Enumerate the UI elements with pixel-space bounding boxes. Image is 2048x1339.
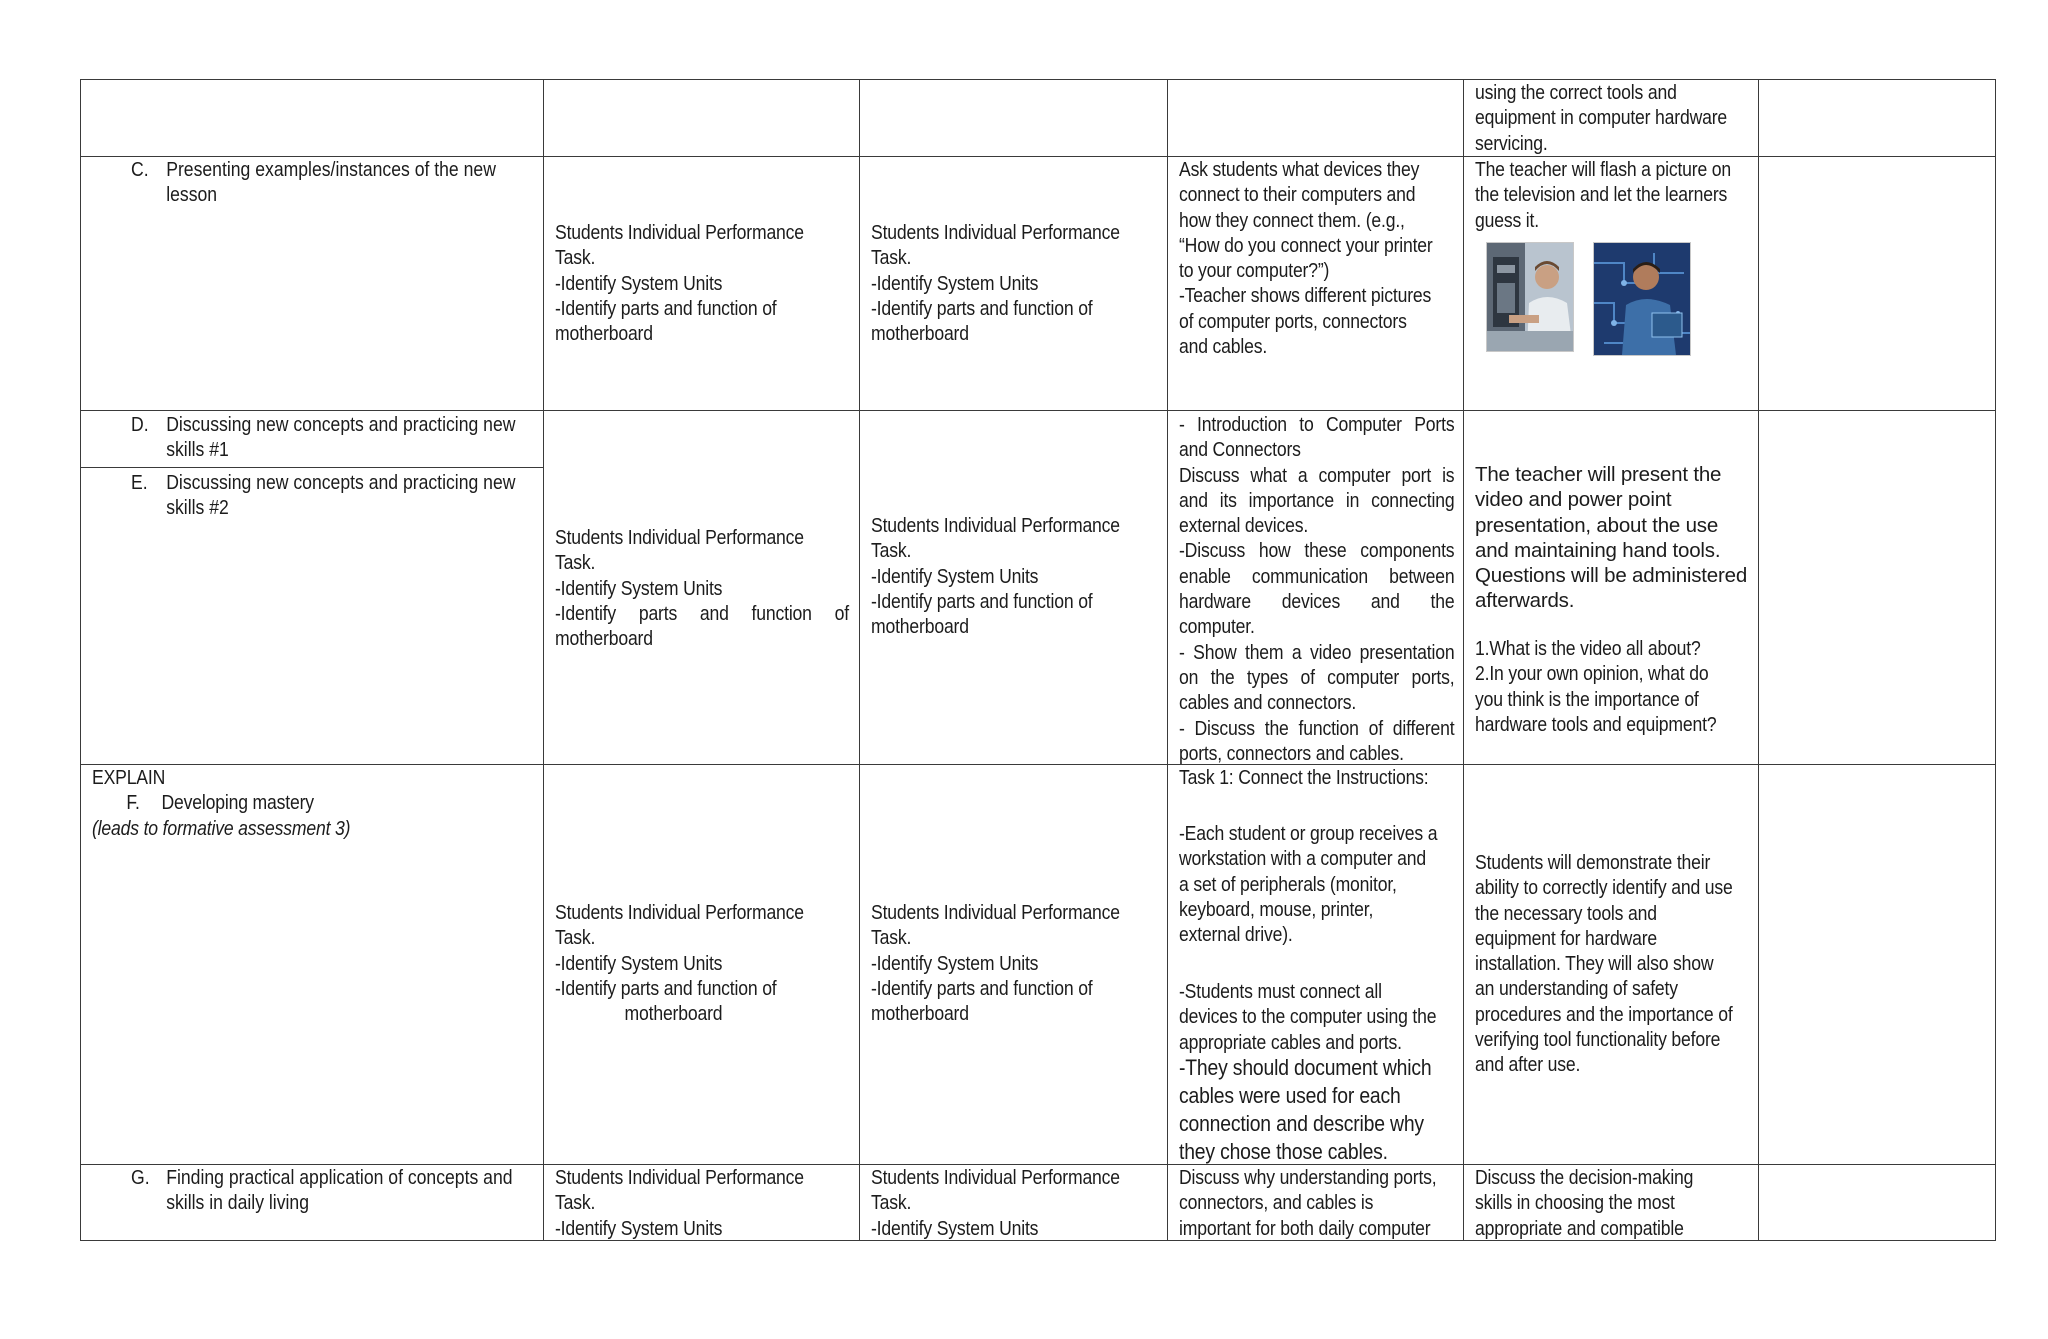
row-de-col5-line: Questions will be administered — [1475, 564, 1748, 588]
column-divider-1 — [543, 79, 544, 1241]
row-c-col4-line: Ask students what devices they — [1179, 159, 1420, 181]
row-f-label-text: Developing mastery — [161, 792, 314, 815]
row-de-col4-para: - Show them a video presentation on the types of computer ports, cables and connectors. — [1179, 641, 1455, 715]
row-f-col5-line: the necessary tools and — [1475, 902, 1657, 925]
row-g-col5-line: skills in choosing the most — [1475, 1192, 1675, 1215]
row-d-letter: D. — [131, 414, 149, 436]
row-de-col2-line: Students Individual Performance — [555, 527, 804, 549]
row-f-col5-line: Students will demonstrate their — [1475, 852, 1711, 874]
row-f-col3 — [871, 901, 1161, 1027]
row-f-col4-line: devices to the computer using the — [1179, 1006, 1437, 1029]
row-divider-de — [80, 410, 1996, 411]
technician-photo-2 — [1593, 242, 1691, 356]
row-g-col5-line: appropriate and compatible — [1475, 1217, 1684, 1240]
row-de-col3-line: -Identify parts and function of — [871, 590, 1093, 613]
row-f-col4-line: -They should document which — [1179, 1055, 1432, 1080]
row-de-col3-line: -Identify System Units — [871, 565, 1039, 588]
row-g-col2-line: Students Individual Performance — [555, 1167, 804, 1189]
row-divider-d-e — [80, 467, 544, 468]
row-de-col4-para: - Introduction to Computer Ports and Connectors — [1179, 414, 1455, 462]
row-f-col4-line: connection and describe why — [1179, 1111, 1424, 1136]
row-f-col5-line: and after use. — [1475, 1054, 1581, 1077]
row-c-col2-line: -Identify parts and function of — [555, 297, 777, 320]
column-divider-4 — [1463, 79, 1464, 1241]
table-border-right — [1995, 79, 1996, 1241]
row-de-col4 — [1179, 413, 1454, 767]
row-c-col2-line: motherboard — [555, 323, 653, 346]
row-c-col5 — [1475, 158, 1757, 234]
row-de-col5-line: The teacher will present the — [1475, 463, 1722, 486]
row-f-col5-line: ability to correctly identify and use — [1475, 877, 1733, 900]
row-f-col4-line: external drive). — [1179, 924, 1293, 947]
row-e-label-text: Discussing new concepts and practicing new skills #2 — [166, 472, 516, 520]
row-de-col3-line: Task. — [871, 540, 912, 563]
row-f-col4-line: workstation with a computer and — [1179, 848, 1426, 871]
row-de-col5 — [1475, 462, 1757, 614]
row-f-label — [92, 766, 532, 842]
row-f-col4-line: cables were used for each — [1179, 1083, 1401, 1108]
row-f-col3-line: Students Individual Performance — [871, 902, 1120, 924]
row-f-col4-part3 — [1179, 1054, 1461, 1166]
row-c-col4-line: “How do you connect your printer — [1179, 234, 1433, 257]
row-f-col5-line: equipment for hardware — [1475, 927, 1658, 950]
row-de-col3-line: motherboard — [871, 616, 969, 639]
row-c-col2-line: Task. — [555, 247, 596, 270]
row-d-label-text: Discussing new concepts and practicing new skills #1 — [166, 414, 516, 462]
row-c-letter: C. — [131, 159, 149, 181]
row-divider-f — [80, 764, 1996, 765]
row-f-item — [92, 791, 532, 816]
row-f-col5 — [1475, 851, 1757, 1079]
row-c-col2 — [555, 221, 845, 347]
row-de-col3 — [871, 514, 1161, 640]
row-g-col2-line: Task. — [555, 1192, 596, 1215]
row-f-col5-line: procedures and the importance of — [1475, 1003, 1733, 1026]
table-border-top — [80, 79, 1996, 80]
row-f-col2-line: Task. — [555, 927, 596, 950]
row-de-col5-question: 1.What is the video all about? — [1475, 638, 1701, 660]
row-f-col3-line: -Identify System Units — [871, 952, 1039, 975]
row-f-col4-line: they chose those cables. — [1179, 1139, 1388, 1164]
table-border-left — [80, 79, 81, 1241]
row-f-col2-line: -Identify parts and function of — [555, 977, 777, 1000]
row-f-col2 — [555, 901, 845, 1027]
row-f-col4-line: appropriate cables and ports. — [1179, 1031, 1402, 1054]
row-c-col4-line: -Teacher shows different pictures — [1179, 285, 1432, 308]
row-f-col5-line: verifying tool functionality before — [1475, 1029, 1721, 1052]
row-c-col4-line: how they connect them. (e.g., — [1179, 209, 1405, 232]
row-de-col5-line: presentation, about the use — [1475, 513, 1719, 537]
row-g-col4-line: Discuss why understanding ports, — [1179, 1167, 1437, 1189]
row-f-col4-line: a set of peripherals (monitor, — [1179, 873, 1397, 896]
row-de-col2-line: -Identify System Units — [555, 577, 723, 600]
row-c-col5-line: guess it. — [1475, 209, 1539, 232]
row-c-col5-line: The teacher will flash a picture on — [1475, 159, 1732, 181]
row-f-col4-task: Task 1: Connect the Instructions: — [1179, 767, 1429, 789]
row-c-col3-line: Task. — [871, 247, 912, 270]
row-c-col3 — [871, 221, 1161, 347]
row-g-col3-line: -Identify System Units — [871, 1217, 1039, 1240]
row-f-col4-part2 — [1179, 980, 1461, 1056]
row-g-col4 — [1179, 1166, 1461, 1242]
row-g-letter: G. — [131, 1167, 150, 1189]
prev-row-col5-text: using the correct tools and equipment in computer hardware servicing. — [1475, 82, 1728, 155]
row-f-col4-line: -Students must connect all — [1179, 981, 1382, 1003]
row-f-col3-line: motherboard — [871, 1003, 969, 1026]
row-de-col5-questions — [1475, 637, 1757, 738]
row-c-label-text: Presenting examples/instances of the new lesson — [166, 159, 496, 207]
row-f-col4 — [1179, 766, 1461, 791]
row-g-col4-line: important for both daily computer — [1179, 1217, 1431, 1240]
row-f-col5-line: an understanding of safety — [1475, 978, 1678, 1001]
row-c-col4-line: and cables. — [1179, 336, 1268, 359]
row-c-col2-line: Students Individual Performance — [555, 222, 804, 244]
row-g-col5-line: Discuss the decision-making — [1475, 1167, 1694, 1189]
column-divider-3 — [1167, 79, 1168, 1241]
row-g-col2-line: -Identify System Units — [555, 1217, 723, 1240]
row-c-col4-line: of computer ports, connectors — [1179, 310, 1407, 333]
row-g-col3 — [871, 1166, 1161, 1242]
row-f-col2-line: Students Individual Performance — [555, 902, 804, 924]
row-c-col4 — [1179, 158, 1461, 360]
row-g-col3-line: Task. — [871, 1192, 912, 1215]
column-divider-5 — [1758, 79, 1759, 1241]
row-f-col3-line: Task. — [871, 927, 912, 950]
row-de-col4-para: - Discuss the function of different ports, connectors and cables. — [1179, 717, 1455, 765]
row-f-col4-line: -Each student or group receives a — [1179, 823, 1438, 845]
row-de-col5-paragraph — [1475, 462, 1757, 614]
row-divider-g — [80, 1164, 1996, 1165]
row-g-label-text: Finding practical application of concepts and skills in daily living — [166, 1167, 513, 1215]
row-de-col2 — [555, 526, 849, 652]
row-c-col3-line: -Identify System Units — [871, 272, 1039, 295]
row-g-col3-line: Students Individual Performance — [871, 1167, 1120, 1189]
row-f-col2-line: -Identify System Units — [555, 952, 723, 975]
row-de-col5-question: 2.In your own opinion, what do — [1475, 663, 1709, 686]
row-c-col3-line: motherboard — [871, 323, 969, 346]
row-f-note: (leads to formative assessment 3) — [92, 817, 351, 840]
row-f-letter: F. — [126, 792, 140, 815]
row-f-col4-part1 — [1179, 822, 1461, 948]
row-c-col2-line: -Identify System Units — [555, 272, 723, 295]
row-de-col5-line: video and power point — [1475, 488, 1672, 512]
row-f-col5-line: installation. They will also show — [1475, 953, 1714, 976]
row-g-col4-line: connectors, and cables is — [1179, 1192, 1374, 1215]
row-de-col5-question: hardware tools and equipment? — [1475, 713, 1717, 736]
row-c-col4-line: to your computer?”) — [1179, 260, 1330, 283]
row-de-col5-question: you think is the importance of — [1475, 688, 1699, 711]
row-de-col3-line: Students Individual Performance — [871, 515, 1120, 537]
row-e-letter: E. — [131, 472, 148, 494]
row-c-col3-line: Students Individual Performance — [871, 222, 1120, 244]
row-de-col4-para: Discuss what a computer port is and its importance in connecting external devices. — [1179, 464, 1455, 538]
column-divider-2 — [859, 79, 860, 1241]
row-f-heading: EXPLAIN — [92, 767, 166, 789]
row-g-col5 — [1475, 1166, 1757, 1242]
row-c-col4-line: connect to their computers and — [1179, 184, 1416, 207]
row-de-col2-line: -Identify parts and function of motherboard — [555, 602, 849, 651]
prev-row-col5 — [1475, 81, 1757, 157]
row-c-col3-line: -Identify parts and function of — [871, 297, 1093, 320]
row-de-col5-line: and maintaining hand tools. — [1475, 538, 1721, 562]
technician-photo-1 — [1486, 242, 1574, 352]
row-de-col4-para: -Discuss how these components enable communication between hardware devices and the computer. — [1179, 540, 1455, 639]
row-f-col3-line: -Identify parts and function of — [871, 977, 1093, 1000]
row-f-col4-line: keyboard, mouse, printer, — [1179, 898, 1374, 921]
row-c-col5-line: the television and let the learners — [1475, 184, 1728, 207]
row-g-col2 — [555, 1166, 845, 1242]
row-de-col2-line: Task. — [555, 552, 596, 575]
row-de-col5-line: afterwards. — [1475, 589, 1575, 613]
row-f-col2-line: motherboard — [624, 1003, 723, 1026]
